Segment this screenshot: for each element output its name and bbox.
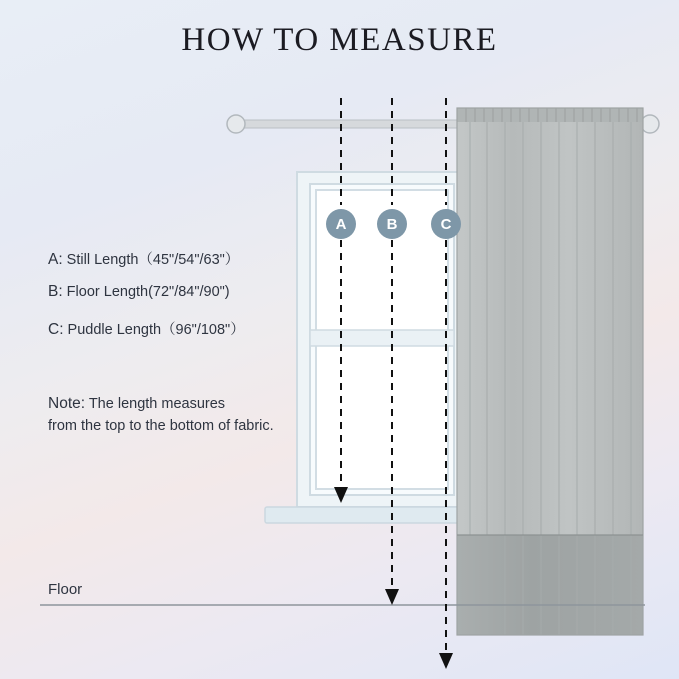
legend-item-b	[48, 283, 230, 301]
note-line-1: The length measures	[85, 396, 226, 412]
page-title: HOW TO MEASURE	[181, 22, 498, 58]
legend-key-c: C:	[48, 321, 64, 338]
note-label: Note:	[48, 395, 86, 412]
legend-text-c: Puddle Length（96"/108"）	[63, 322, 245, 338]
legend-item-c	[48, 318, 245, 339]
legend-text-b: Floor Length(72"/84"/90")	[62, 284, 230, 300]
legend-text-a: Still Length（45"/54"/63"）	[62, 252, 240, 268]
legend-key-a: A:	[48, 251, 63, 268]
note-line-2: from the top to the bottom of fabric.	[48, 418, 274, 434]
legend-item-a	[48, 248, 239, 269]
floor-label: Floor	[48, 581, 83, 598]
note-block	[48, 393, 338, 437]
badge-c: C	[431, 209, 461, 239]
badge-a: A	[326, 209, 356, 239]
badge-b: B	[377, 209, 407, 239]
curtain-panel	[457, 108, 643, 635]
legend-key-b: B:	[48, 283, 63, 300]
